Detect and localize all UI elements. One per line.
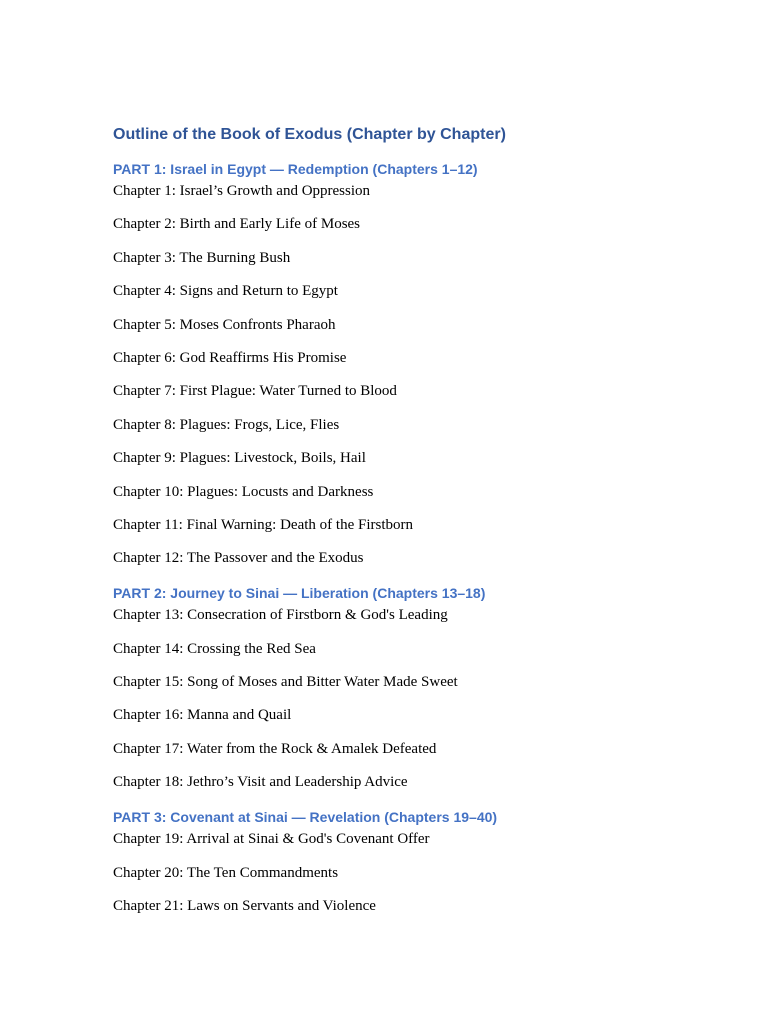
chapter-18: Chapter 18: Jethro’s Visit and Leadership Advice	[113, 774, 408, 791]
part-2-section	[113, 584, 693, 792]
chapter-5: Chapter 5: Moses Confronts Pharaoh	[113, 316, 336, 333]
chapter-10: Chapter 10: Plagues: Locusts and Darkness	[113, 483, 374, 500]
chapter-7: Chapter 7: First Plague: Water Turned to Blood	[113, 383, 397, 400]
document-title: Outline of the Book of Exodus (Chapter by Chapter)	[113, 126, 506, 143]
chapter-11: Chapter 11: Final Warning: Death of the Firstborn	[113, 516, 413, 533]
document-page	[113, 124, 693, 932]
chapter-9: Chapter 9: Plagues: Livestock, Boils, Hail	[113, 450, 366, 467]
chapter-4: Chapter 4: Signs and Return to Egypt	[113, 283, 338, 300]
chapter-13: Chapter 13: Consecration of Firstborn & God's Leading	[113, 607, 448, 624]
chapter-8: Chapter 8: Plagues: Frogs, Lice, Flies	[113, 416, 340, 433]
chapter-20: Chapter 20: The Ten Commandments	[113, 864, 339, 881]
chapter-16: Chapter 16: Manna and Quail	[113, 707, 292, 724]
chapter-3: Chapter 3: The Burning Bush	[113, 249, 291, 266]
chapter-15: Chapter 15: Song of Moses and Bitter Water Made Sweet	[113, 674, 458, 691]
chapter-21: Chapter 21: Laws on Servants and Violence	[113, 898, 376, 915]
chapter-1: Chapter 1: Israel’s Growth and Oppression	[113, 183, 371, 199]
part-3-heading: PART 3: Covenant at Sinai — Revelation (Chapters 19–40)	[113, 809, 498, 826]
part-3-section	[113, 808, 693, 916]
part-1-heading: PART 1: Israel in Egypt — Redemption (Chapters 1–12)	[113, 161, 478, 177]
chapter-2: Chapter 2: Birth and Early Life of Moses	[113, 216, 361, 233]
chapter-6: Chapter 6: God Reaffirms His Promise	[113, 349, 347, 366]
chapter-17: Chapter 17: Water from the Rock & Amalek Defeated	[113, 740, 437, 757]
chapter-14: Chapter 14: Crossing the Red Sea	[113, 640, 316, 657]
part-1-section	[113, 160, 693, 568]
chapter-12: Chapter 12: The Passover and the Exodus	[113, 550, 364, 567]
part-2-heading: PART 2: Journey to Sinai — Liberation (Chapters 13–18)	[113, 585, 486, 602]
chapter-19: Chapter 19: Arrival at Sinai & God's Covenant Offer	[113, 831, 430, 848]
